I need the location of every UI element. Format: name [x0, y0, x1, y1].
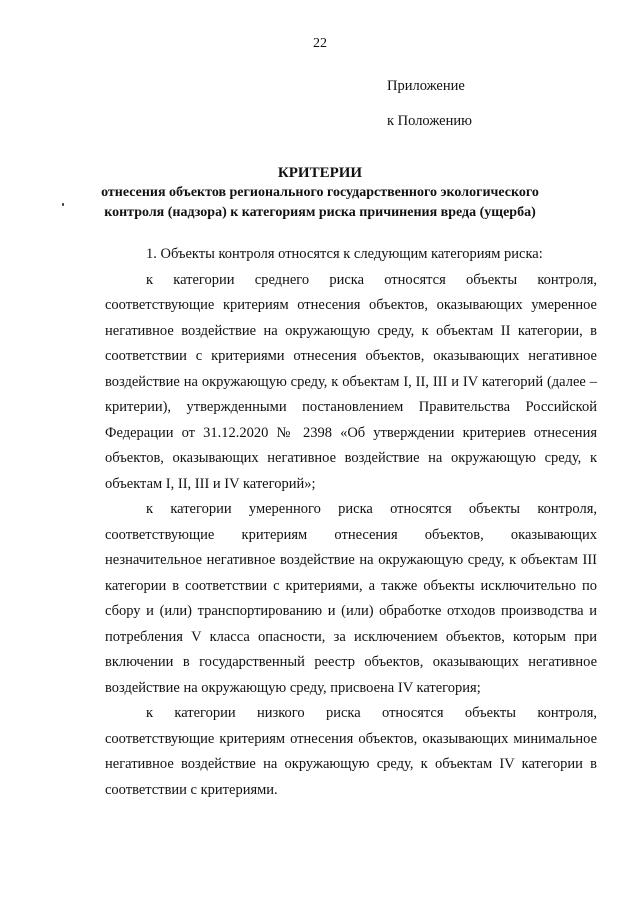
document-subtitle-line-1: отнесения объектов регионального государственного экологического — [101, 185, 539, 200]
appendix-label: Приложение — [387, 78, 465, 94]
paragraph-medium-risk: к категории среднего риска относятся объекты контроля, соответствующие критериям отнесения объектов, оказывающих умеренное негативное воздействие на окружающую среду, к объектам II категории, в соответствии с критериями отнесения объектов, оказывающих негативное воздействие на окружающую среду, к объектам I, II, III и IV категорий (далее – критерии), утвержденными постановлением Правительства Российской Федерации от 31.12.2020 № 2398 «Об утверждении критериев отнесения объектов, оказывающих негативное воздействие на окружающую среду, к объектам I, II, III и IV категорий»; — [105, 271, 597, 492]
appendix-reference: к Положению — [387, 113, 472, 129]
scan-speck — [62, 203, 64, 206]
paragraph-intro: 1. Объекты контроля относятся к следующим категориям риска: — [146, 246, 543, 262]
document-body — [105, 242, 597, 803]
document-title: КРИТЕРИИ — [277, 165, 363, 181]
paragraph-moderate-risk: к категории умеренного риска относятся объекты контроля, соответствующие критериям отнесения объектов, оказывающих незначительное негативное воздействие на окружающую среду, к объектам III категории в соответствии с критериями, а также объекты исключительно по сбору и (или) транспортированию и (или) обработке отходов производства и потребления V класса опасности, за исключением объектов, которым при включении в государственный реестр объектов, оказывающих негативное воздействие на окружающую среду, присвоена IV категория; — [105, 501, 597, 696]
paragraph-low-risk: к категории низкого риска относятся объекты контроля, соответствующие критериям отнесения объектов, оказывающих минимальное негативное воздействие на окружающую среду, к объектам IV категории в соответствии с критериями. — [105, 705, 597, 798]
document-subtitle-line-2: контроля (надзора) к категориям риска причинения вреда (ущерба) — [104, 205, 536, 220]
page-number: 22 — [313, 36, 327, 51]
